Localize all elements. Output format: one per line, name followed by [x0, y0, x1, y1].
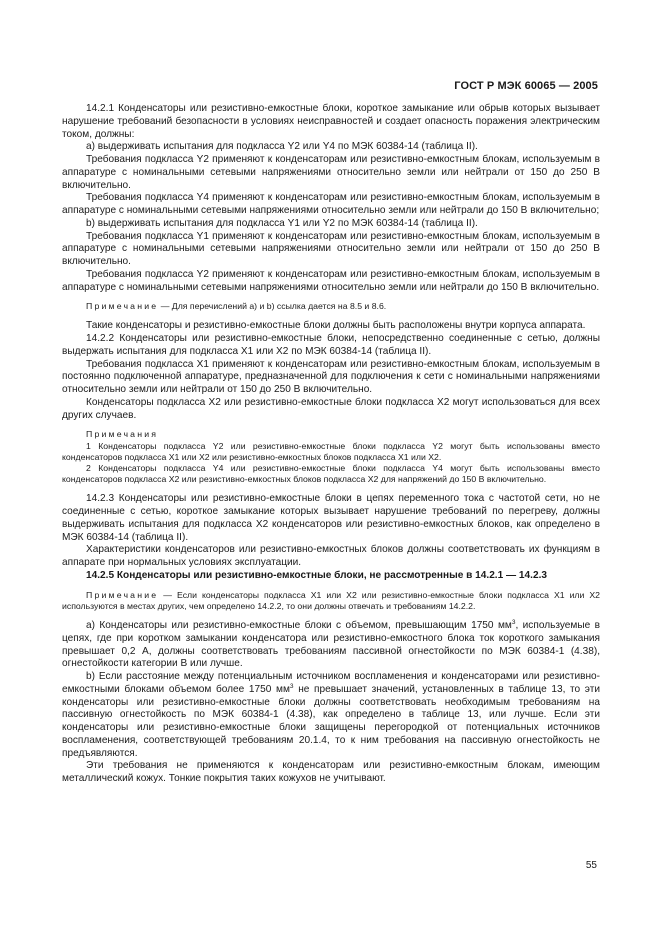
note-text: — Для перечислений а) и b) ссылка дается на 8.5 и 8.6. [158, 301, 387, 312]
text-run: b) Если расстояние между потенциальным источником воспламенения и конденсаторами или резистивно-емкостными блоками объемом более 1750 мм [62, 671, 600, 695]
note [62, 301, 600, 312]
paragraph: 14.2.1 Конденсаторы или резистивно-емкостные блоки, короткое замыкание или обрыв которых вызывает нарушение требований безопасности в условиях неисправностей и создает опасность поражения электрическим током, должны: [62, 103, 600, 140]
note-item: 1 Конденсаторы подкласса Y2 или резистивно-емкостные блоки подкласса Y2 могут быть использованы вместо конденсаторов подкласса X1 или X2 или резистивно-емкостных блоков подкласса X1 или X2. [62, 440, 600, 462]
paragraph: 14.2.2 Конденсаторы или резистивно-емкостные блоки, непосредственно соединенные с сетью, должны выдержать испытания для подкласса X1 или X2 по МЭК 60384-14 (таблица II). [62, 333, 600, 357]
note-text: — Если конденсаторы подкласса X1 или X2 или резистивно-емкостные блоки подкласса X1 или X2 используются в местах других, чем определено 14.2.2, то они должны отвечать и требованиям 14.2.2. [62, 589, 600, 611]
paragraph: Характеристики конденсаторов или резистивно-емкостных блоков должны соответствовать их функциям в аппарате при нормальных условиях эксплуатации. [62, 544, 600, 569]
paragraph: Требования подкласса Y1 применяют к конденсаторам или резистивно-емкостным блокам, используемым в аппаратуре с номинальными сетевыми напряжениями относительно земли или нейтрали от 150 до 250 В включительно. [62, 230, 600, 267]
paragraph [62, 620, 600, 671]
standard-header: ГОСТ Р МЭК 60065 — 2005 [454, 80, 598, 92]
paragraph: Требования подкласса Y2 применяют к конденсаторам или резистивно-емкостным блокам, используемым в аппаратуре с номинальными сетевыми напряжениями относительно земли или нейтрали до 150 В включительно. [62, 268, 600, 293]
text-run: а) Конденсаторы или резистивно-емкостные блоки с объемом, превышающим 1750 мм [86, 620, 512, 632]
note [62, 590, 600, 612]
paragraph: 14.2.3 Конденсаторы или резистивно-емкостные блоки в цепях переменного тока с частотой сети, но не соединенные с сетью, короткое замыкание которых вызывает нарушение требований по перегреву, должны выдерживать испытания для подкласса X2 конденсаторов или резистивно-емкостных блоков, как определено в МЭК 60384-14 (таблица II). [62, 493, 600, 543]
notes-title: Примечания [86, 429, 159, 440]
superscript: 3 [511, 619, 516, 627]
text-run: не превышает значений, установленных в таблице 13, то эти конденсаторы или резистивно-емкостные блоки должны соответствовать необходимым требованиям на пассивную огнестойкость по МЭК 60384-1 (4.38), как определено в таблице 13, или лучше. Если эти конденсаторы или резистивно-емкостные блоки защищены перегородкой от потенциальных источников воспламенения, соответствующей требованиям 20.1.4, то к ним требования на пассивную огнестойкость не предъявляются. [62, 683, 600, 759]
note-label: Примечание [86, 301, 159, 312]
paragraph: Эти требования не применяются к конденсаторам или резистивно-емкостным блокам, имеющим металлический кожух. Тонкие покрытия таких кожухов не учитывают. [62, 760, 600, 785]
main-content [62, 103, 600, 786]
superscript: 3 [289, 682, 294, 690]
section-heading: 14.2.5 Конденсаторы или резистивно-емкостные блоки, не рассмотренные в 14.2.1 — 14.2.3 [86, 569, 547, 581]
paragraph: Конденсаторы подкласса X2 или резистивно-емкостные блоки подкласса X2 могут использоваться для всех других случаев. [62, 396, 600, 421]
paragraph: Требования подкласса Y4 применяют к конденсаторам или резистивно-емкостным блокам, используемым в аппаратуре с номинальными сетевыми напряжениями относительно земли или нейтрали до 150 В включительно; [62, 192, 600, 216]
paragraph: Требования подкласса X1 применяют к конденсаторам или резистивно-емкостным блокам, используемым в постоянно подключенной аппаратуре, предназначенной для подключения к сети с номинальными напряжениями относительно земли или нейтрали от 150 до 250 В включительно. [62, 358, 600, 396]
paragraph: а) выдерживать испытания для подкласса Y2 или Y4 по МЭК 60384-14 (таблица II). [86, 141, 478, 153]
text-run: , используемые в цепях, где при коротком замыкании конденсатора или резистивно-емкостного блока ток короткого замыкания превышает 0,2 А, должны соответствовать требованиям пассивной огнестойкости по МЭК 60384-1 (4.38), огнестойкости категории В или лучше. [62, 620, 600, 670]
page-number: 55 [585, 860, 597, 871]
paragraph: b) выдерживать испытания для подкласса Y1 или Y2 по МЭК 60384-14 (таблица II). [86, 217, 478, 229]
paragraph [62, 671, 600, 760]
paragraph: Требования подкласса Y2 применяют к конденсаторам или резистивно-емкостным блокам, используемым в аппаратуре с номинальными сетевыми напряжениями относительно земли или нейтрали от 150 до 250 В включительно. [62, 154, 600, 191]
note-label: Примечание [86, 589, 159, 600]
note-item: 2 Конденсаторы подкласса Y4 или резистивно-емкостные блоки подкласса Y4 могут быть использованы вместо конденсаторов подкласса X2 или резистивно-емкостных блоков подкласса X2 для напряжений до 150 В включительно. [62, 463, 600, 485]
paragraph: Такие конденсаторы и резистивно-емкостные блоки должны быть расположены внутри корпуса аппарата. [86, 320, 586, 332]
